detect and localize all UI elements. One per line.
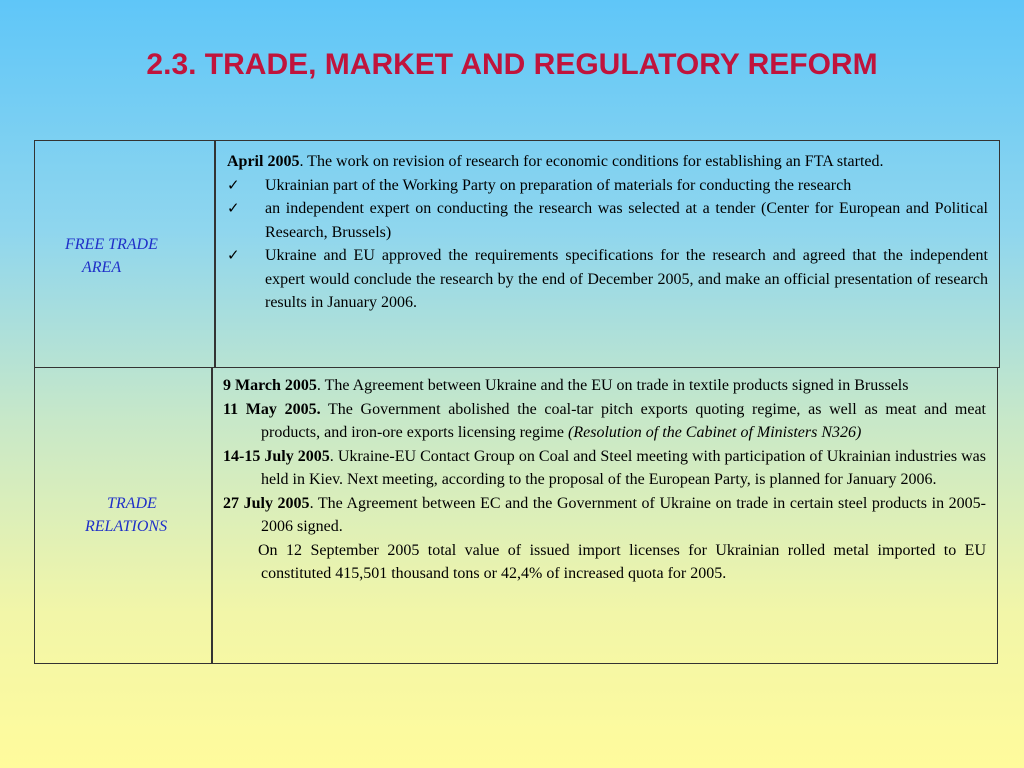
free-trade-content	[227, 150, 988, 315]
label-line: AREA	[82, 259, 122, 276]
list-item	[227, 174, 988, 198]
date: 27 July 2005	[223, 494, 310, 512]
label-line: TRADE	[107, 495, 157, 512]
entry-paragraph	[223, 445, 986, 492]
free-trade-area-section	[34, 140, 1000, 368]
label-line: RELATIONS	[85, 518, 168, 535]
date: 14-15 July 2005	[223, 447, 330, 465]
check-icon: ✓	[227, 175, 240, 194]
free-trade-area-label	[65, 233, 225, 279]
date: 11 May 2005.	[223, 400, 321, 418]
list-item	[227, 244, 988, 315]
check-icon: ✓	[227, 246, 240, 264]
entry-paragraph	[223, 398, 986, 445]
column-divider	[211, 368, 213, 663]
column-divider	[214, 141, 216, 367]
entry-text: . The Agreement between EC and the Government of Ukraine on trade in certain steel products in 2005-2006 signed.	[261, 494, 987, 535]
date: April 2005	[227, 153, 300, 170]
slide-title: 2.3. TRADE, MARKET AND REGULATORY REFORM	[146, 48, 878, 81]
entry-text: . The Agreement between Ukraine and the EU on trade in textile products signed in Brussels	[316, 377, 909, 394]
entry-text: . Ukraine-EU Contact Group on Coal and Steel meeting with participation of Ukrainian industries was held in Kiev. Next meeting, according to the proposal of the European Party, is planned for January 2006.	[261, 447, 987, 488]
list-item-text: Ukrainian part of the Working Party on preparation of materials for conducting the research	[265, 176, 852, 194]
entry-text: The Government abolished the coal-tar pitch exports quoting regime, as well as meat and meat products, and iron-ore exports licensing regime	[261, 400, 987, 441]
check-icon: ✓	[227, 199, 240, 217]
note-paragraph: On 12 September 2005 total value of issued import licenses for Ukrainian rolled metal imported to EU constituted 415,501 thousand tons or 42,4% of increased quota for 2005.	[258, 541, 986, 582]
trade-relations-label	[85, 492, 215, 538]
trade-relations-content	[223, 374, 986, 586]
entry-paragraph	[223, 374, 986, 398]
trade-relations-section	[34, 367, 998, 664]
intro-paragraph	[227, 150, 988, 174]
list-item-text: Ukraine and EU approved the requirements specifications for the research and agreed that the independent expert would conclude the research by the end of December 2005, and make an official presentation of research results in January 2006.	[265, 247, 988, 311]
label-line: FREE TRADE	[65, 236, 158, 253]
entry-citation: (Resolution of the Cabinet of Ministers N326)	[568, 424, 862, 441]
intro-text: . The work on revision of research for economic conditions for establishing an FTA started.	[299, 153, 884, 170]
date: 9 March 2005	[223, 377, 317, 394]
list-item	[227, 197, 988, 244]
entry-paragraph	[223, 492, 986, 539]
list-item-text: an independent expert on conducting the research was selected at a tender (Center for European and Political Research, Brussels)	[265, 200, 988, 241]
